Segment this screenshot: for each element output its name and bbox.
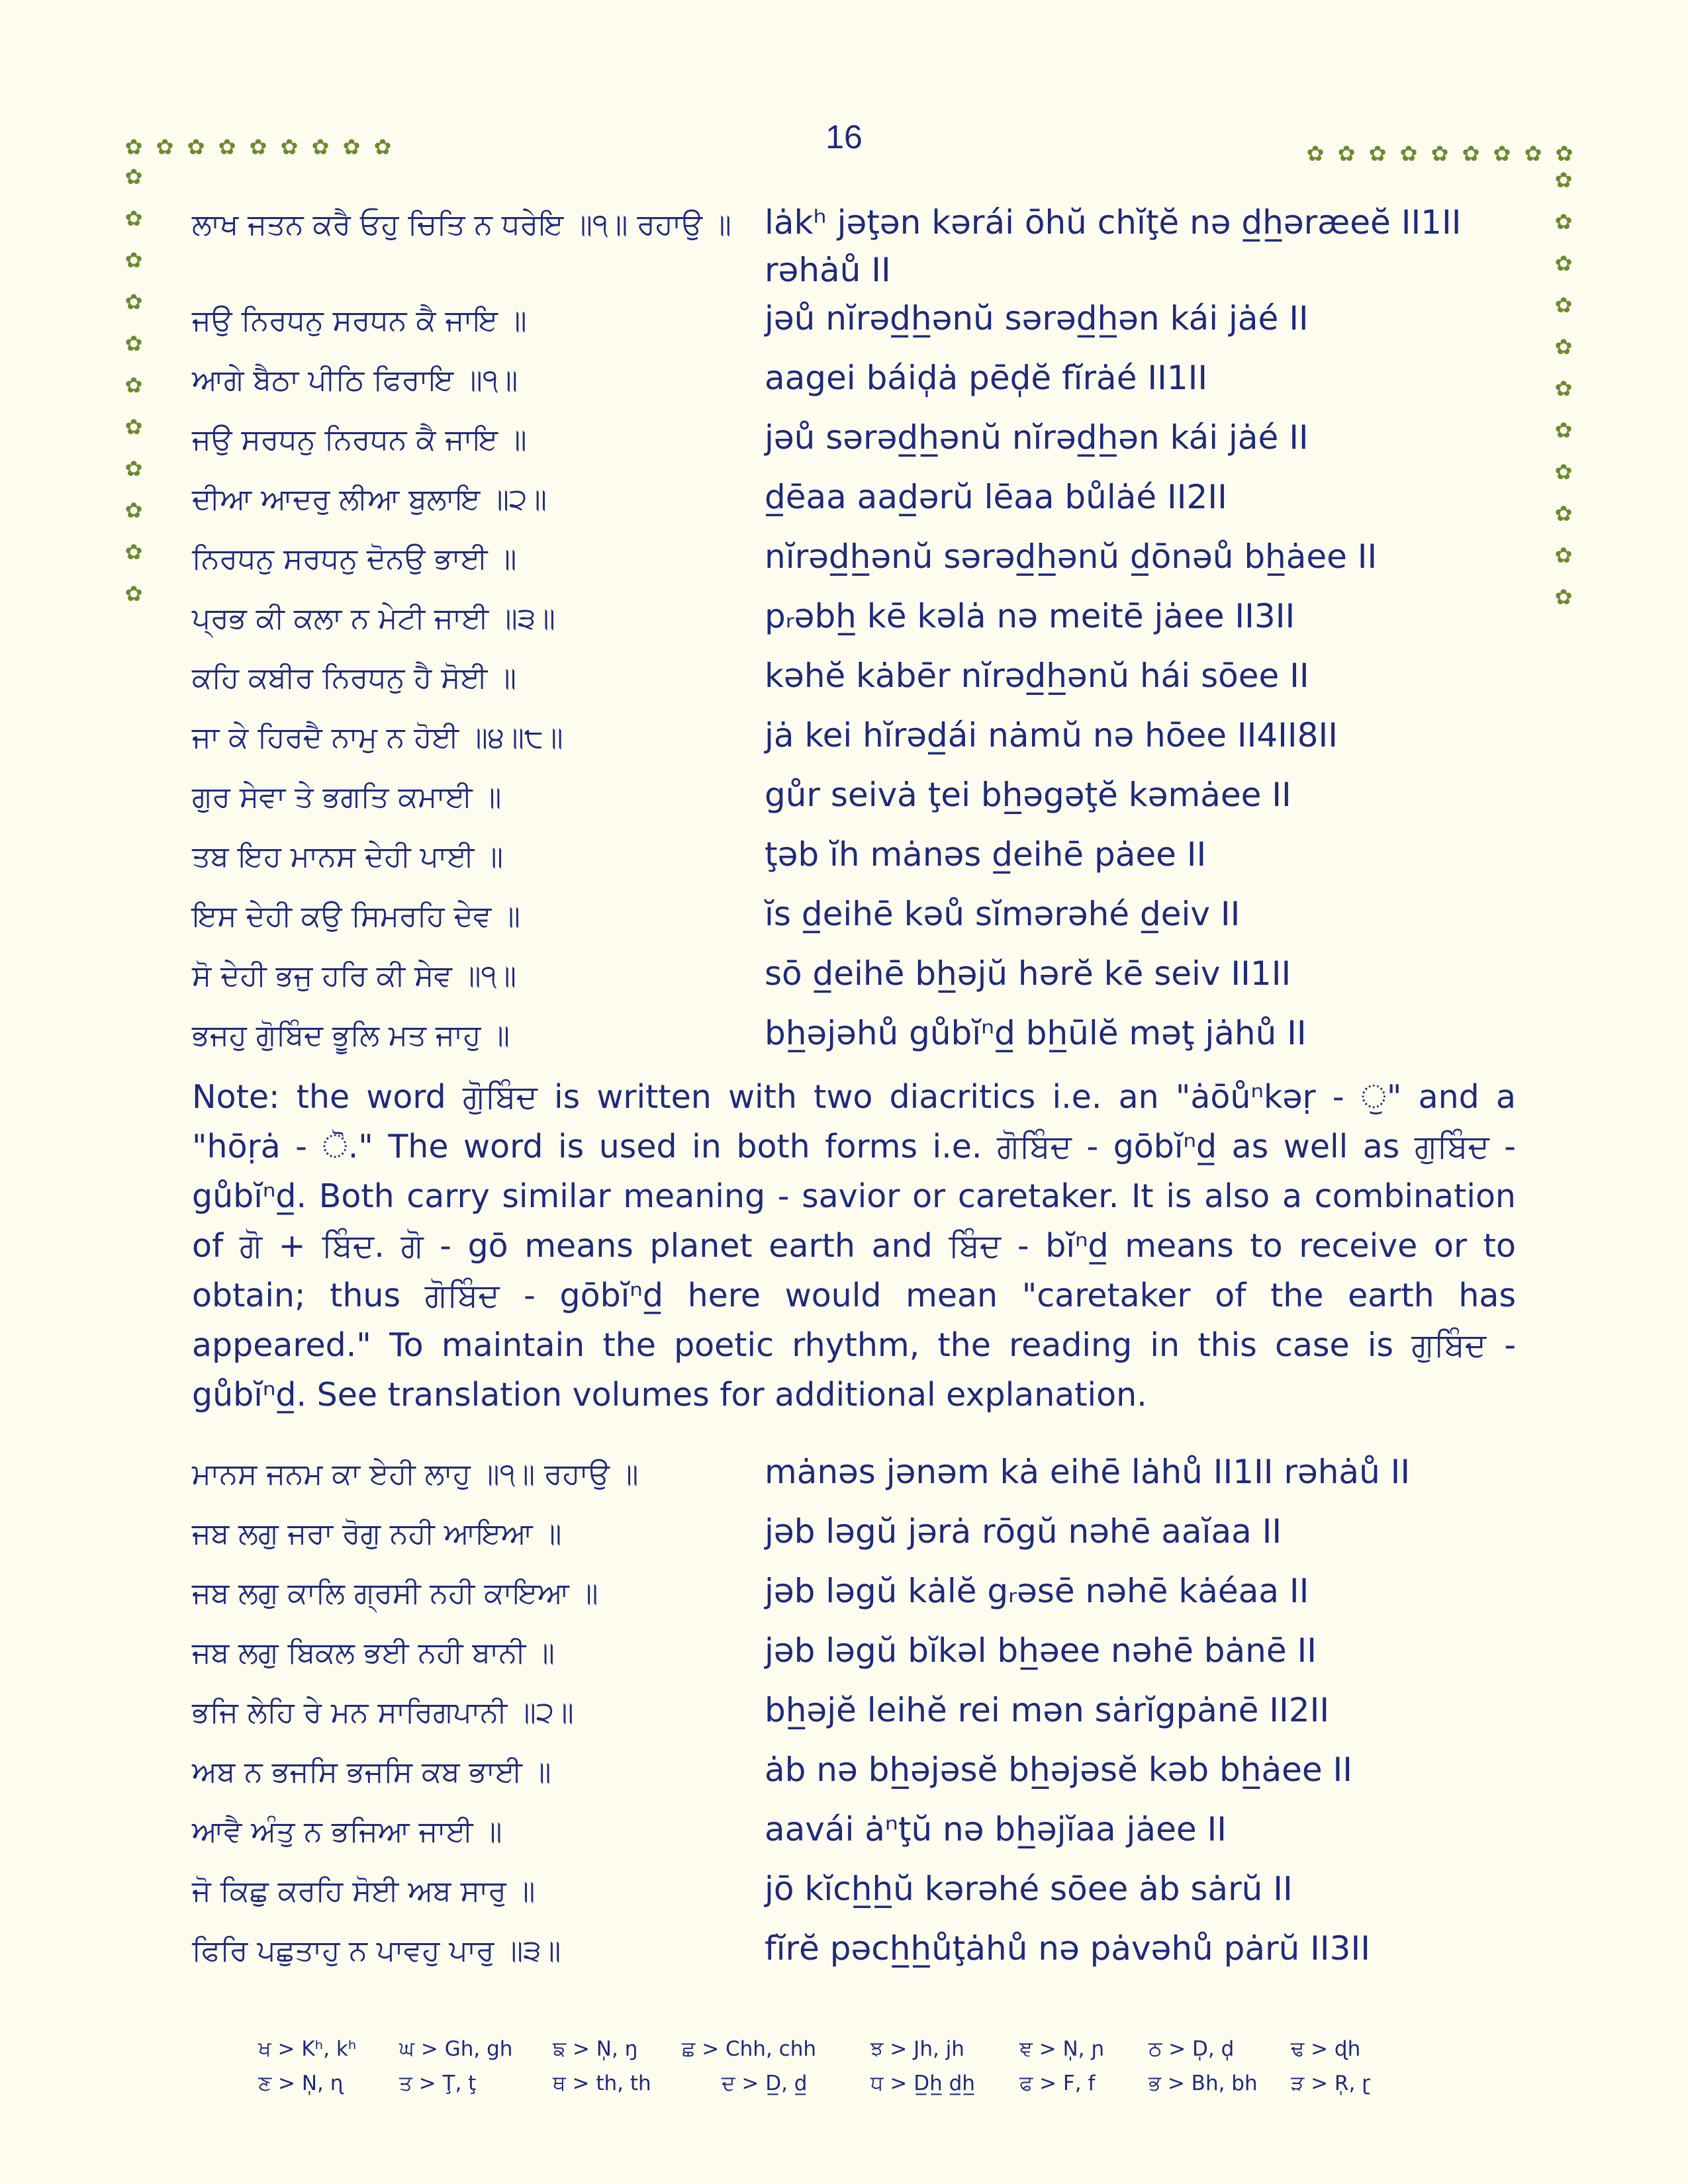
- gurmukhi-text: ਜਉ ਸਰਧਨੁ ਨਿਰਧਨ ਕੈ ਜਾਇ ॥: [192, 423, 527, 457]
- legend-entry: ਠ > D̩, d̩: [1149, 2037, 1235, 2061]
- flower-icon: ✿: [1554, 418, 1573, 443]
- legend-entry: ਢ > ɖh: [1291, 2037, 1361, 2061]
- verse-line: [0, 1865, 1688, 1925]
- transliteration-text: jō kĭch̲h̲ŭ kərəhé sōee ȧb sȧrŭ II: [765, 1870, 1293, 1908]
- transliteration-text: ĭs d̲eihē kəů sĭmərəhé d̲eiv II: [765, 895, 1241, 933]
- flower-icon: ✿: [1337, 141, 1356, 166]
- gurmukhi-text: ਲਾਖ ਜਤਨ ਕਰੈ ਓਹੁ ਚਿਤਿ ਨ ਧਰੇਇ ॥੧॥ ਰਹਾਉ ॥: [192, 208, 731, 242]
- transliteration-text: jəů sərəd̲h̲ənŭ nĭrəd̲h̲ən kái jȧé II: [765, 418, 1309, 457]
- legend-entry: ਣ > N̩, ɳ: [258, 2071, 344, 2095]
- legend-entry: ਖ > Kʰ, kʰ: [258, 2037, 357, 2061]
- flower-icon: ✿: [156, 134, 174, 159]
- legend-entry: ਘ > Gh, gh: [399, 2037, 513, 2061]
- flower-icon: ✿: [1554, 584, 1573, 610]
- gurmukhi-text: ਪ੍ਰਭ ਕੀ ਕਲਾ ਨ ਮੇਟੀ ਜਾਈ ॥੩॥: [192, 602, 555, 635]
- verse-line: [0, 1567, 1688, 1627]
- flower-icon: ✿: [1462, 141, 1480, 166]
- transliteration-text: nĭrəd̲h̲ənŭ sərəd̲h̲ənŭ d̲ōnəů bh̲ȧee II: [765, 537, 1378, 576]
- verse-line: [0, 1746, 1688, 1805]
- transliteration-text: sō d̲eihē bh̲əjŭ hərĕ kē seiv II1II: [765, 954, 1291, 993]
- verse-line: [0, 592, 1688, 652]
- gurmukhi-text: ਆਗੇ ਬੈਠਾ ਪੀਠਿ ਫਿਰਾਇ ॥੧॥: [192, 363, 518, 397]
- explanatory-note: Note: the word ਗੋੁਬਿੰਦ is written with two diacritics i.e. an "ȧōůⁿkəṛ - ੁ" and a "hōṛȧ - ੋ." The word is used in both forms i.e. ਗੋਬਿੰਦ - gōbĭⁿd̲ as well as ਗੁਬਿੰਦ - gůbĭⁿd̲. Both carry similar meaning - savior or caretaker. It is also a combination of ਗੋ + ਬਿੰਦ. ਗੋ - gō means planet earth and ਬਿੰਦ - bĭⁿd̲ means to receive or to obtain; thus ਗੋਬਿੰਦ - gōbĭⁿd̲ here would mean "caretaker of the earth has appeared." To maintain the poetic rhythm, the reading in this case is ਗੁਬਿੰਦ - gůbĭⁿd̲. See translation volumes for additional explanation.: [192, 1078, 1516, 1414]
- flower-icon: ✿: [187, 134, 205, 159]
- gurmukhi-text: ਜਾ ਕੇ ਹਿਰਦੈ ਨਾਮੁ ਨ ਹੋਈ ॥੪॥੮॥: [192, 721, 563, 754]
- legend-entry: ਦ > D̲, d̲: [722, 2071, 808, 2095]
- verse-line: [0, 414, 1688, 473]
- flower-icon: ✿: [124, 456, 143, 481]
- transliteration-text: d̲ēaa aad̲ərŭ lēaa bůlȧé II2II: [765, 478, 1227, 516]
- flower-icon: ✿: [1368, 141, 1387, 166]
- gurmukhi-text: ਨਿਰਧਨੁ ਸਰਧਨੁ ਦੋਨਉ ਭਾਈ ॥: [192, 542, 517, 576]
- verse-line: [0, 711, 1688, 771]
- transliteration-legend: [258, 2037, 1450, 2106]
- flower-icon: ✿: [124, 539, 143, 565]
- gurmukhi-text: ਤਬ ਇਹ ਮਾਨਸ ਦੇਹੀ ਪਾਈ ॥: [192, 840, 503, 874]
- flower-icon: ✿: [1306, 141, 1325, 166]
- flower-icon: ✿: [1554, 334, 1573, 359]
- transliteration-text: jəb ləgŭ kȧlĕ gᵣəsē nəhē kȧéaa II: [765, 1572, 1309, 1610]
- transliteration-text: jəb ləgŭ jərȧ rōgŭ nəhē aaĭaa II: [765, 1512, 1282, 1551]
- flower-icon: ✿: [280, 134, 299, 159]
- verse-line: [0, 771, 1688, 831]
- verse-line: [0, 1686, 1688, 1746]
- flower-icon: ✿: [124, 134, 143, 159]
- legend-entry: ਛ > Chh, chh: [682, 2037, 817, 2061]
- flower-icon: ✿: [124, 164, 143, 189]
- flower-icon: ✿: [1493, 141, 1511, 166]
- verse-line: [0, 1805, 1688, 1865]
- gurmukhi-text: ਭਜਹੁ ਗੋੁਬਿੰਦ ਭੂਲਿ ਮਤ ਜਾਹੁ ॥: [192, 1019, 510, 1052]
- page-number: 16: [825, 118, 863, 156]
- legend-entry: ਧ > D̲h̲ d̲h̲: [870, 2071, 975, 2095]
- transliteration-text: aavái ȧⁿţŭ nə bh̲əjĭaa jȧee II: [765, 1810, 1227, 1848]
- flower-icon: ✿: [1430, 141, 1449, 166]
- flower-icon: ✿: [124, 331, 143, 356]
- flower-icon: ✿: [124, 373, 143, 398]
- verse-line: [0, 1508, 1688, 1567]
- flower-icon: ✿: [1555, 141, 1573, 166]
- verse-line: [0, 1627, 1688, 1686]
- legend-row: [258, 2037, 1450, 2071]
- flower-icon: ✿: [124, 414, 143, 439]
- verse-line: [0, 354, 1688, 414]
- flower-icon: ✿: [342, 134, 361, 159]
- verse-line: [0, 652, 1688, 711]
- gurmukhi-text: ਸੋ ਦੇਹੀ ਭਜੁ ਹਰਿ ਕੀ ਸੇਵ ॥੧॥: [192, 959, 517, 993]
- gurmukhi-text: ਜੋ ਕਿਛੁ ਕਰਹਿ ਸੋਈ ਅਬ ਸਾਰੁ ॥: [192, 1874, 536, 1908]
- flower-icon: ✿: [1554, 209, 1573, 234]
- flower-icon: ✿: [1554, 376, 1573, 401]
- verse-line: [0, 1009, 1688, 1069]
- legend-entry: ਤ > Ţ, ţ: [399, 2071, 477, 2095]
- verse-line: [0, 533, 1688, 592]
- transliteration-text: ţəb ĭh mȧnəs d̲eihē pȧee II: [765, 835, 1207, 874]
- flower-icon: ✿: [1554, 251, 1573, 276]
- gurmukhi-text: ਇਸ ਦੇਹੀ ਕਉ ਸਿਮਰਹਿ ਦੇਵ ॥: [192, 899, 520, 933]
- verse-line: [0, 295, 1688, 354]
- flower-icon: ✿: [1554, 501, 1573, 526]
- flower-icon: ✿: [1554, 167, 1573, 193]
- gurmukhi-text: ਕਹਿ ਕਬੀਰ ਨਿਰਧਨੁ ਹੈ ਸੋਈ ॥: [192, 661, 517, 695]
- flower-icon: ✿: [1524, 141, 1542, 166]
- transliteration-text: jȧ kei hĭrəd̲ái nȧmŭ nə hōee II4II8II: [765, 716, 1338, 754]
- flower-icon: ✿: [311, 134, 330, 159]
- gurmukhi-text: ਜਉ ਨਿਰਧਨੁ ਸਰਧਨ ਕੈ ਜਾਇ ॥: [192, 304, 527, 338]
- transliteration-text: kəhĕ kȧbēr nĭrəd̲h̲ənŭ hái sōee II: [765, 657, 1309, 695]
- verse-line: [0, 950, 1688, 1009]
- verse-line: [0, 1448, 1688, 1508]
- flower-icon: ✿: [249, 134, 267, 159]
- verse-line: [0, 199, 1688, 289]
- verse-line: [0, 473, 1688, 533]
- legend-entry: ਞ > N̩, ɲ: [1019, 2037, 1105, 2061]
- transliteration-text: ȧb nə bh̲əjəsĕ bh̲əjəsĕ kəb bh̲ȧee II: [765, 1751, 1353, 1789]
- flower-icon: ✿: [373, 134, 392, 159]
- flower-icon: ✿: [124, 498, 143, 523]
- gurmukhi-text: ਦੀਆ ਆਦਰੁ ਲੀਆ ਬੁਲਾਇ ॥੨॥: [192, 482, 547, 516]
- legend-entry: ਭ > Bh, bh: [1149, 2071, 1258, 2095]
- flower-icon: ✿: [1554, 459, 1573, 484]
- transliteration-text: bh̲əjəhů gůbĭⁿd̲ bh̲ūlĕ məţ jȧhů II: [765, 1014, 1307, 1052]
- transliteration-text: lȧkʰ jəţən kərái ōhŭ chĭţĕ nə d̲h̲əræeĕ II1II rəhȧů II: [765, 203, 1462, 289]
- verse-line: [0, 1925, 1688, 1984]
- legend-entry: ਥ > th, th: [553, 2071, 651, 2095]
- legend-entry: ਝ > Jh, jh: [870, 2037, 964, 2061]
- transliteration-text: bh̲əjĕ leihĕ rei mən sȧrĭgpȧnē II2II: [765, 1691, 1330, 1729]
- legend-row: [258, 2071, 1450, 2106]
- flower-icon: ✿: [1554, 543, 1573, 568]
- flower-icon: ✿: [124, 248, 143, 273]
- legend-entry: ਫ > F, f: [1019, 2071, 1096, 2095]
- flower-icon: ✿: [218, 134, 236, 159]
- transliteration-text: pᵣəbh̲ kē kəlȧ nə meitē jȧee II3II: [765, 597, 1295, 635]
- gurmukhi-text: ਆਵੈ ਅੰਤੁ ਨ ਭਜਿਆ ਜਾਈ ॥: [192, 1815, 502, 1848]
- transliteration-text: jəů nĭrəd̲h̲ənŭ sərəd̲h̲ən kái jȧé II: [765, 299, 1309, 338]
- transliteration-text: gůr seivȧ ţei bh̲əgəţĕ kəmȧee II: [765, 776, 1291, 814]
- flower-icon: ✿: [124, 206, 143, 231]
- transliteration-text: jəb ləgŭ bĭkəl bh̲əee nəhē bȧnē II: [765, 1631, 1317, 1670]
- flower-icon: ✿: [1554, 293, 1573, 318]
- flower-icon: ✿: [124, 289, 143, 314]
- gurmukhi-text: ਮਾਨਸ ਜਨਮ ਕਾ ਏਹੀ ਲਾਹੁ ॥੧॥ ਰਹਾਉ ॥: [192, 1457, 639, 1491]
- verse-line: [0, 890, 1688, 950]
- transliteration-text: fĭrĕ pəch̲h̲ůţȧhů nə pȧvəhů pȧrŭ II3II: [765, 1929, 1370, 1968]
- legend-entry: ੜ > R̩, ɽ: [1291, 2071, 1370, 2095]
- transliteration-text: aagei báid̩ȧ pēd̩ĕ fĭrȧé II1II: [765, 359, 1208, 397]
- gurmukhi-text: ਅਬ ਨ ਭਜਸਿ ਭਜਸਿ ਕਬ ਭਾਈ ॥: [192, 1755, 551, 1789]
- legend-entry: ਙ > N̩, ŋ: [553, 2037, 638, 2061]
- gurmukhi-text: ਭਜਿ ਲੇਹਿ ਰੇ ਮਨ ਸਾਰਿਗਪਾਨੀ ॥੨॥: [192, 1696, 574, 1729]
- gurmukhi-text: ਜਬ ਲਗੁ ਜਰਾ ਰੋਗੁ ਨਹੀ ਆਇਆ ॥: [192, 1517, 562, 1551]
- gurmukhi-text: ਗੁਰ ਸੇਵਾ ਤੇ ਭਗਤਿ ਕਮਾਈ ॥: [192, 780, 502, 814]
- transliteration-text: mȧnəs jənəm kȧ eihē lȧhů II1II rəhȧů II: [765, 1453, 1411, 1491]
- verse-line: [0, 831, 1688, 890]
- gurmukhi-text: ਫਿਰਿ ਪਛੁਤਾਹੁ ਨ ਪਾਵਹੁ ਪਾਰੁ ॥੩॥: [192, 1934, 561, 1968]
- flower-icon: ✿: [1399, 141, 1418, 166]
- flower-icon: ✿: [124, 581, 143, 606]
- gurmukhi-text: ਜਬ ਲਗੁ ਕਾਲਿ ਗ੍ਰਸੀ ਨਹੀ ਕਾਇਆ ॥: [192, 1576, 598, 1610]
- gurmukhi-text: ਜਬ ਲਗੁ ਬਿਕਲ ਭਈ ਨਹੀ ਬਾਨੀ ॥: [192, 1636, 555, 1670]
